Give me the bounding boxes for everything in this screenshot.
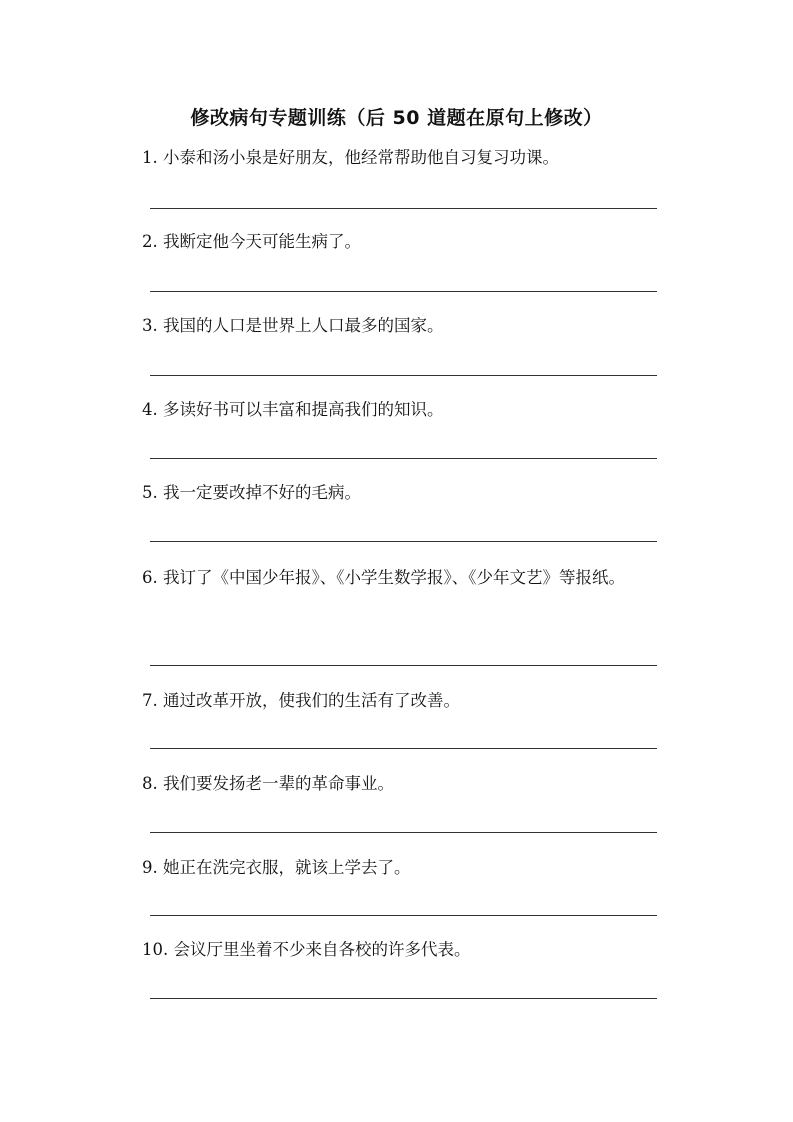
worksheet-title: 修改病句专题训练（后 50 道题在原句上修改） (190, 107, 603, 129)
question-10: 10. 会议厅里坐着不少来自各校的许多代表。 (142, 940, 471, 959)
question-2: 2. 我断定他今天可能生病了。 (142, 232, 361, 251)
answer-line-6[interactable] (150, 665, 657, 666)
answer-line-5[interactable] (150, 541, 657, 542)
question-1: 1. 小泰和汤小泉是好朋友，他经常帮助他自习复习功课。 (142, 148, 559, 167)
answer-line-9[interactable] (150, 915, 657, 916)
answer-line-7[interactable] (150, 748, 657, 749)
answer-line-4[interactable] (150, 458, 657, 459)
question-5: 5. 我一定要改掉不好的毛病。 (142, 483, 361, 502)
question-6: 6. 我订了《中国少年报》、《小学生数学报》、《少年文艺》等报纸。 (142, 568, 625, 587)
answer-line-8[interactable] (150, 832, 657, 833)
question-3: 3. 我国的人口是世界上人口最多的国家。 (142, 316, 444, 335)
question-7: 7. 通过改革开放，使我们的生活有了改善。 (142, 691, 460, 710)
answer-line-3[interactable] (150, 375, 657, 376)
answer-line-10[interactable] (150, 998, 657, 999)
question-9: 9. 她正在洗完衣服，就该上学去了。 (142, 858, 411, 877)
answer-line-2[interactable] (150, 291, 657, 292)
question-8: 8. 我们要发扬老一辈的革命事业。 (142, 774, 394, 793)
answer-line-1[interactable] (150, 208, 657, 209)
question-4: 4. 多读好书可以丰富和提高我们的知识。 (142, 400, 444, 419)
